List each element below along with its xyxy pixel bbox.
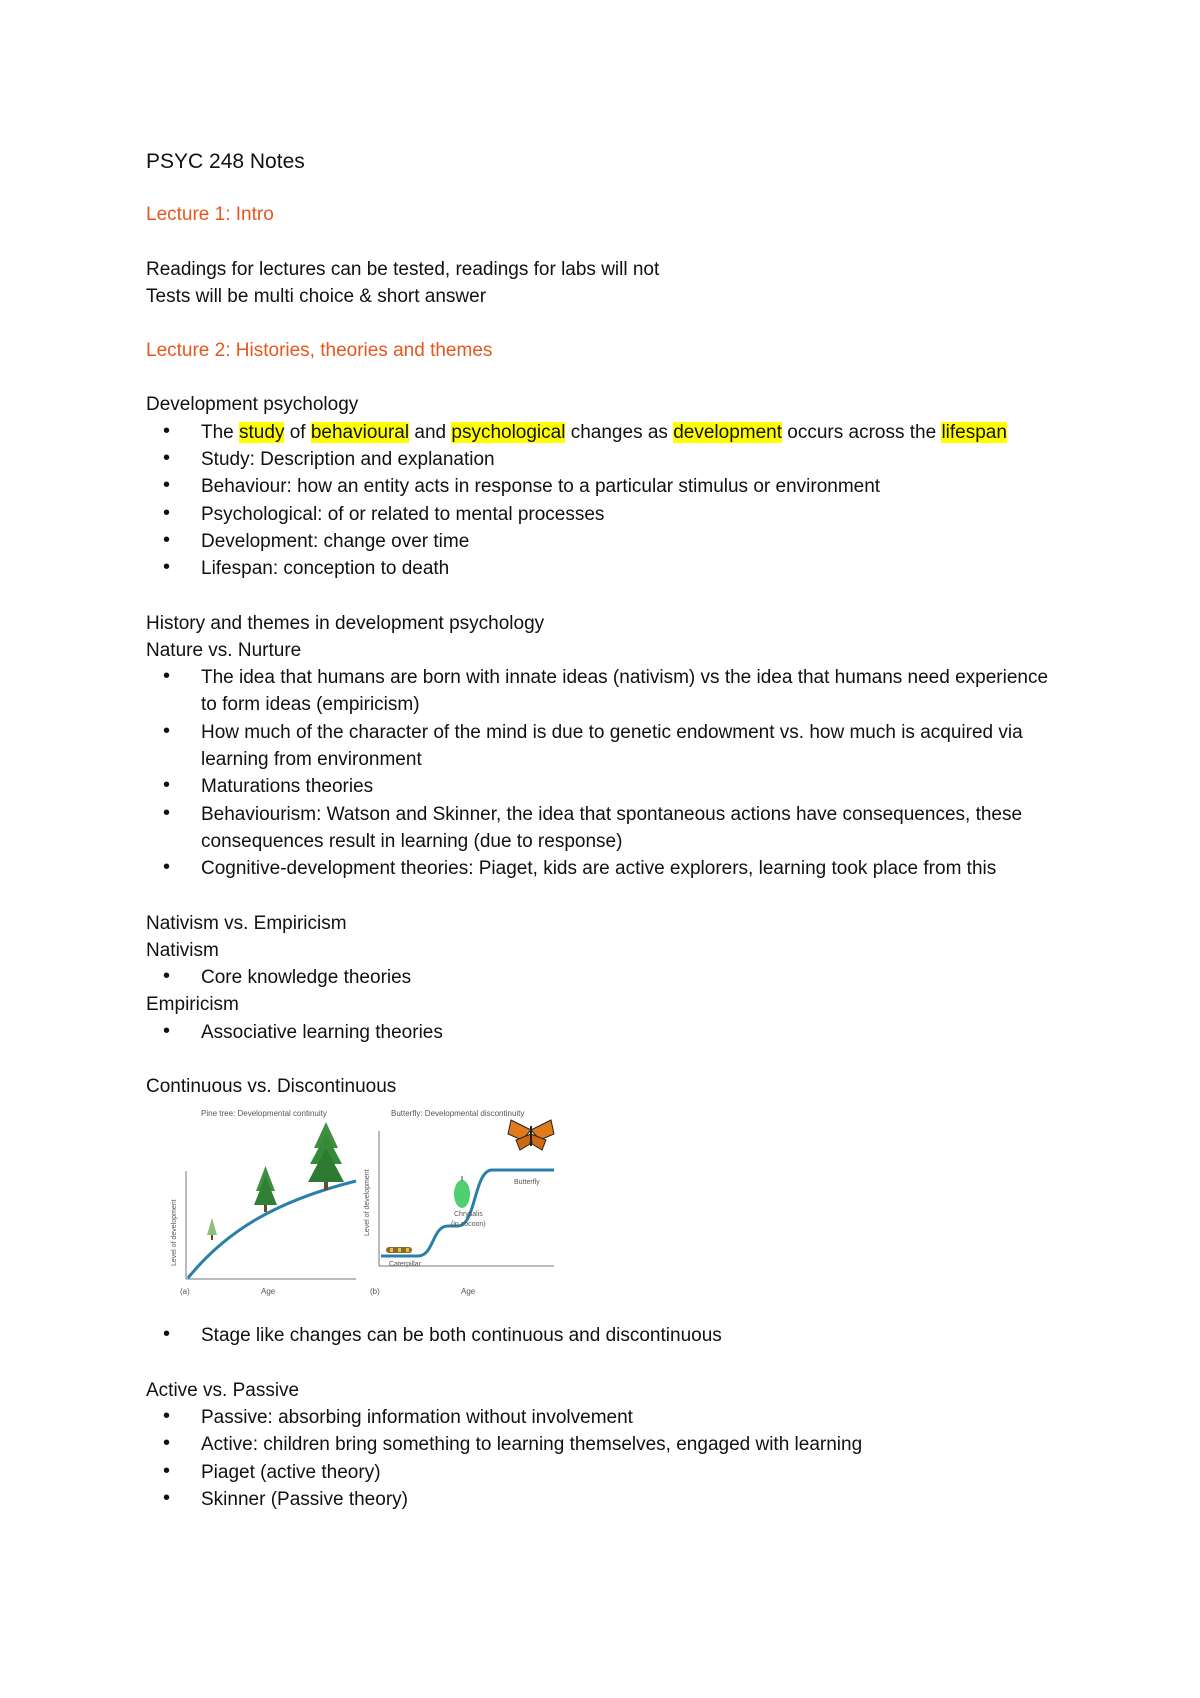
sapling-icon bbox=[207, 1218, 217, 1240]
section-heading-nativism-empiricism: Nativism vs. Empiricism bbox=[146, 912, 347, 934]
continuity-list bbox=[146, 1322, 1066, 1349]
section-heading-development-psychology: Development psychology bbox=[146, 394, 359, 416]
butterfly-icon bbox=[508, 1120, 554, 1150]
section-heading-active-passive: Active vs. Passive bbox=[146, 1379, 300, 1401]
def-text: and bbox=[409, 421, 452, 443]
document-page bbox=[146, 148, 1066, 1513]
list-item: • Skinner (Passive theory) bbox=[146, 1486, 1066, 1513]
list-item: • Passive: absorbing information without involvement bbox=[146, 1404, 1066, 1431]
continuity-figure bbox=[146, 1106, 1066, 1316]
nativism-list bbox=[146, 964, 1066, 991]
panel-a-ylabel: Level of development bbox=[171, 1199, 178, 1267]
panel-a-xlabel: Age bbox=[261, 1287, 276, 1297]
panel-b-title: Butterfly: Developmental discontinuity bbox=[391, 1109, 525, 1119]
lecture-2-heading: Lecture 2: Histories, theories and themes bbox=[146, 340, 493, 362]
lecture-1-heading: Lecture 1: Intro bbox=[146, 204, 274, 226]
caterpillar-icon bbox=[386, 1247, 412, 1253]
subheading-nature-nurture: Nature vs. Nurture bbox=[146, 639, 302, 661]
list-item: • Maturations theories bbox=[146, 773, 1066, 800]
list-item: • Active: children bring something to learning themselves, engaged with learning bbox=[146, 1431, 1066, 1458]
label-chrysalis: Chrysalis bbox=[454, 1211, 483, 1219]
panel-b-ylabel: Level of development bbox=[364, 1169, 371, 1237]
empiricism-list bbox=[146, 1019, 1066, 1046]
highlight-lifespan: lifespan bbox=[941, 421, 1007, 443]
continuity-diagram bbox=[146, 1106, 566, 1312]
subheading-nativism: Nativism bbox=[146, 939, 219, 961]
list-item bbox=[146, 419, 1066, 446]
section-heading-continuity: Continuous vs. Discontinuous bbox=[146, 1076, 397, 1098]
chrysalis-icon bbox=[454, 1176, 470, 1208]
section-heading-history: History and themes in development psychology bbox=[146, 612, 545, 634]
highlight-development: development bbox=[673, 421, 782, 443]
list-item: • How much of the character of the mind is due to genetic endowment vs. how much is acquired via learning from environment bbox=[146, 719, 1066, 774]
list-item: • Behaviourism: Watson and Skinner, the idea that spontaneous actions have consequences, these consequences result in learning (due to response) bbox=[146, 801, 1066, 856]
list-item: • Study: Description and explanation bbox=[146, 446, 1066, 473]
panel-b-xlabel: Age bbox=[461, 1287, 476, 1297]
list-item: • Stage like changes can be both continuous and discontinuous bbox=[146, 1322, 1066, 1349]
list-item: • Lifespan: conception to death bbox=[146, 555, 1066, 582]
subheading-empiricism: Empiricism bbox=[146, 994, 239, 1016]
list-item: • Psychological: of or related to mental processes bbox=[146, 501, 1066, 528]
lecture-1-line: Readings for lectures can be tested, readings for labs will not bbox=[146, 258, 660, 280]
development-psychology-list bbox=[146, 419, 1066, 583]
def-text: of bbox=[284, 421, 311, 443]
list-item: • Piaget (active theory) bbox=[146, 1459, 1066, 1486]
def-text: changes as bbox=[565, 421, 674, 443]
list-item: • The idea that humans are born with innate ideas (nativism) vs the idea that humans need experience to form ideas (empiricism) bbox=[146, 664, 1066, 719]
definition-text bbox=[201, 422, 1007, 443]
list-item: • Cognitive-development theories: Piaget, kids are active explorers, learning took place from this bbox=[146, 855, 1066, 882]
panel-a-title: Pine tree: Developmental continuity bbox=[201, 1109, 327, 1119]
nature-nurture-list bbox=[146, 664, 1066, 882]
highlight-psychological: psychological bbox=[451, 421, 566, 443]
page-title: PSYC 248 Notes bbox=[146, 150, 305, 173]
def-text: The bbox=[201, 421, 240, 443]
list-item: • Behaviour: how an entity acts in response to a particular stimulus or environment bbox=[146, 473, 1066, 500]
list-item: • Associative learning theories bbox=[146, 1019, 1066, 1046]
lecture-1-line: Tests will be multi choice & short answer bbox=[146, 285, 487, 307]
pine-tree-icon bbox=[308, 1122, 344, 1190]
label-butterfly: Butterfly bbox=[514, 1179, 540, 1187]
panel-a-tag: (a) bbox=[180, 1287, 190, 1297]
highlight-behavioural: behavioural bbox=[310, 421, 410, 443]
def-text: occurs across the bbox=[782, 421, 942, 443]
highlight-study: study bbox=[239, 421, 285, 443]
label-caterpillar: Caterpillar bbox=[389, 1261, 421, 1269]
panel-b-tag: (b) bbox=[370, 1287, 380, 1297]
label-cocoon: (in cocoon) bbox=[451, 1221, 486, 1229]
young-tree-icon bbox=[254, 1166, 277, 1212]
list-item: • Core knowledge theories bbox=[146, 964, 1066, 991]
list-item: • Development: change over time bbox=[146, 528, 1066, 555]
active-passive-list bbox=[146, 1404, 1066, 1513]
